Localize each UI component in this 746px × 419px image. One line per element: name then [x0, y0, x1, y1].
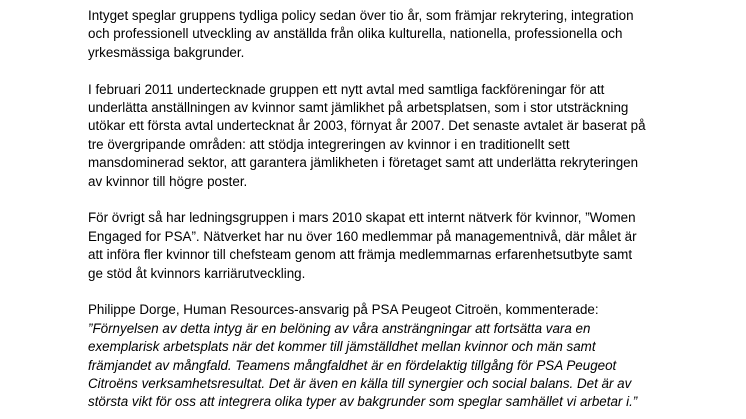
- text-line: yrkesmässiga bakgrunder.: [88, 44, 245, 60]
- paragraph-policy: [88, 7, 738, 62]
- paragraph-spacer: [88, 62, 738, 80]
- paragraph-spacer: [88, 191, 738, 209]
- quote-intro: Philippe Dorge, Human Resources-ansvarig på PSA Peugeot Citroën, kommenterade:: [88, 302, 599, 318]
- quote-line: ”Förnyelsen av detta intyg är en belöning av våra ansträngningar att fortsätta vara en: [88, 320, 591, 336]
- text-line: I februari 2011 undertecknade gruppen ett nytt avtal med samtliga fackföreningar för att: [88, 81, 605, 97]
- text-line: mansdominerad sektor, att garantera jämlikheten i företaget samt att underlätta rekryteringen: [88, 155, 639, 171]
- paragraph-network: [88, 209, 738, 283]
- quote-line: främjandet av mångfald. Teamens mångfaldhet är en fördelaktig tillgång för PSA Peugeot: [88, 357, 617, 373]
- paragraph-quote: [88, 301, 738, 411]
- text-line: tre övergripande områden: att stödja integreringen av kvinnor i en traditionellt sett: [88, 136, 570, 152]
- text-line: av kvinnor till högre poster.: [88, 173, 248, 189]
- text-line: utökar ett första avtal undertecknat år 2003, förnyat år 2007. Det senaste avtalet är baserat på: [88, 118, 646, 134]
- text-line: att införa fler kvinnor till chefsteam genom att främja medlemmarnas erfarenhetsutbyte samt: [88, 247, 633, 263]
- text-line: För övrigt så har ledningsgruppen i mars 2010 skapat ett internt nätverk för kvinnor, ”Women: [88, 210, 636, 226]
- paragraph-agreement: [88, 81, 738, 191]
- quote-line: största vikt för oss att integrera olika typer av bakgrunder som speglar samhället vi arbetar i.”: [88, 394, 638, 410]
- quote-line: exemplarisk arbetsplats när det kommer till jämställdhet mellan kvinnor och män samt: [88, 339, 596, 355]
- paragraph-spacer: [88, 283, 738, 301]
- text-line: Engaged for PSA”. Nätverket har nu över 160 medlemmar på managementnivå, där målet är: [88, 228, 637, 244]
- document-body: [88, 7, 738, 412]
- text-line: underlätta anställningen av kvinnor samt jämlikhet på arbetsplatsen, som i stor utsträckning: [88, 100, 629, 116]
- text-line: Intyget speglar gruppens tydliga policy sedan över tio år, som främjar rekrytering, integration: [88, 8, 634, 23]
- text-line: ge stöd åt kvinnors karriärutveckling.: [88, 265, 306, 281]
- text-line: och professionell utveckling av anställda från olika kulturella, nationella, professionella och: [88, 26, 623, 42]
- quote-line: Citroëns verksamhetsresultat. Det är även en källa till synergier och social balans. Det är av: [88, 376, 632, 392]
